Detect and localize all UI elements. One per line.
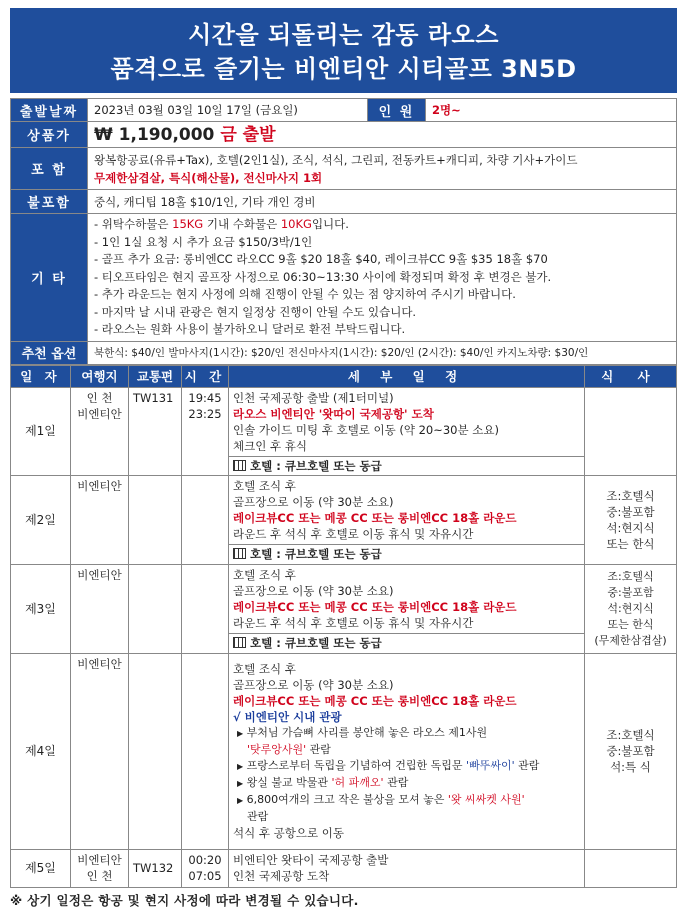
detail-cell: 호텔 조식 후 골프장으로 이동 (약 30분 소요) 레이크뷰CC 또는 메콩 CC 또는 롱비엔CC 18홀 라운드 라운드 후 석식 후 호텔로 이동 휴식 및 자유시간 호텔 : 큐브호텔 또는 동급 xyxy=(229,564,585,653)
detail-cell: 인천 국제공항 출발 (제1터미널) 라오스 비엔티안 '왓따이 국제공항' 도착 인솔 가이드 미팅 후 호텔로 이동 (약 20~30분 소요) 체크인 후 휴식 호텔 : 큐브호텔 또는 동급 xyxy=(229,387,585,475)
transport-cell xyxy=(129,564,182,653)
etc-label: 기 타 xyxy=(11,214,88,342)
etc-note: - 1인 1실 요청 시 추가 요금 $150/3박/1인 xyxy=(94,234,313,249)
table-row xyxy=(11,475,677,564)
option-label: 추천 옵션 xyxy=(11,341,88,364)
transport-cell: TW131 xyxy=(129,387,182,475)
detail-cell: 호텔 조식 후 골프장으로 이동 (약 30분 소요) 레이크뷰CC 또는 메콩 CC 또는 롱비엔CC 18홀 라운드 √ 비엔티안 시내 관광 ▶ 부처님 가슴뼈 사리를 봉안해 놓은 라오스 제1사원 '탓루앙사원' 관람 ▶ 프랑스로부터 독립을 기념하여 건립한 독립문 '빠뚜싸이' 관람 ▶ 왕실 불교 박물관 '허 파깨오' 관람 ▶ 6,800여개의 크고 작은 불상을 모셔 놓은 '왓 씨싸켓 사원' 관람 석식 후 공항으로 이동 xyxy=(229,653,585,849)
tour-title: √ 비엔티안 시내 관광 xyxy=(233,710,342,724)
transport-cell xyxy=(129,653,182,849)
include-cell xyxy=(88,148,677,190)
table-row xyxy=(11,387,677,475)
hotel-line: 호텔 : 큐브호텔 또는 동급 xyxy=(229,456,584,475)
time-cell: 00:20 07:05 xyxy=(182,849,229,887)
tour-item: ▶ 프랑스로부터 독립을 기념하여 건립한 독립문 '빠뚜싸이' 관람 xyxy=(237,759,540,772)
tour-item: ▶ 왕실 불교 박물관 '허 파깨오' 관람 xyxy=(237,776,409,789)
option-value: 북한식: $40/인 발마사지(1시간): $20/인 전신마사지(1시간): $20/인 (2시간): $40/인 카지노차량: $30/인 xyxy=(88,341,677,364)
place-cell: 비엔티안 인 천 xyxy=(71,849,129,887)
title-line-1: 시간을 되돌리는 감동 라오스 xyxy=(188,21,499,49)
price-label: 상품가 xyxy=(11,122,88,148)
day-cell: 제1일 xyxy=(11,387,71,475)
include-line-1: 왕복항공료(유류+Tax), 호텔(2인1실), 조식, 석식, 그린피, 전동카트+캐디피, 차량 기사+가이드 xyxy=(94,152,578,167)
day-cell: 제3일 xyxy=(11,564,71,653)
etc-note: - 티오프타임은 현지 골프장 사정으로 06:30~13:30 사이에 확정되며 확정 후 변경은 불가. xyxy=(94,269,552,284)
tour-item-cont: 관람 xyxy=(247,810,269,823)
day-cell: 제2일 xyxy=(11,475,71,564)
etc-notes xyxy=(88,214,677,342)
table-row xyxy=(11,849,677,887)
tour-item: ▶ 6,800여개의 크고 작은 불상을 모셔 놓은 '왓 씨싸켓 사원' xyxy=(237,793,525,806)
table-row xyxy=(11,653,677,849)
meal-cell: 조:호텔식 중:불포함 석:특 식 xyxy=(585,653,677,849)
transport-cell xyxy=(129,475,182,564)
exclude-label: 불포함 xyxy=(11,190,88,214)
etc-note: - 라오스는 원화 사용이 불가하오니 달러로 환전 부탁드립니다. xyxy=(94,322,406,336)
etc-note: - 추가 라운드는 현지 사정에 의해 진행이 안될 수 있는 점 양지하여 주시기 바랍니다. xyxy=(94,287,516,301)
people-value: 2명~ xyxy=(426,99,677,122)
title-banner xyxy=(10,8,677,96)
etc-note: - 마지막 날 시내 관광은 현지 일정상 진행이 안될 수도 있습니다. xyxy=(94,304,417,319)
col-time: 시 간 xyxy=(182,365,229,387)
building-icon xyxy=(233,460,246,471)
place-cell: 비엔티안 xyxy=(71,653,129,849)
tour-item-cont: '탓루앙사원' 관람 xyxy=(247,743,331,756)
meal-cell: 조:호텔식 중:불포함 석:현지식 또는 한식 xyxy=(585,475,677,564)
price-value: ₩ 1,190,000 xyxy=(94,124,215,145)
table-row xyxy=(11,564,677,653)
departure-value: 2023년 03월 03일 10일 17일 (금요일) xyxy=(88,99,368,122)
include-line-2: 무제한삼겹살, 특식(해산물), 전신마사지 1회 xyxy=(94,170,323,185)
col-detail: 세 부 일 정 xyxy=(229,365,585,387)
meal-cell xyxy=(585,387,677,475)
time-cell xyxy=(182,653,229,849)
etc-note: - 골프 추가 요금: 롱비엔CC 라오CC 9홀 $20 18홀 $40, 레이크뷰CC 9홀 $35 18홀 $70 xyxy=(94,252,548,266)
hotel-line: 호텔 : 큐브호텔 또는 동급 xyxy=(229,544,584,563)
title-line-2: 품격으로 즐기는 비엔티안 시티골프 3N5D xyxy=(110,55,577,83)
meal-cell: 조:호텔식 중:불포함 석:현지식 또는 한식 (무제한삼겹살) xyxy=(585,564,677,653)
people-label: 인 원 xyxy=(368,99,426,122)
day-cell: 제4일 xyxy=(11,653,71,849)
transport-cell: TW132 xyxy=(129,849,182,887)
place-cell: 비엔티안 xyxy=(71,564,129,653)
detail-cell: 비엔티안 왓타이 국제공항 출발 인천 국제공항 도착 xyxy=(229,849,585,887)
col-day: 일 자 xyxy=(11,365,71,387)
building-icon xyxy=(233,548,246,559)
price-suffix: 금 출발 xyxy=(220,124,276,145)
time-cell xyxy=(182,564,229,653)
col-transport: 교통편 xyxy=(129,365,182,387)
day-cell: 제5일 xyxy=(11,849,71,887)
info-table xyxy=(10,98,677,365)
time-cell: 19:45 23:25 xyxy=(182,387,229,475)
detail-cell: 호텔 조식 후 골프장으로 이동 (약 30분 소요) 레이크뷰CC 또는 메콩 CC 또는 롱비엔CC 18홀 라운드 라운드 후 석식 후 호텔로 이동 휴식 및 자유시간 호텔 : 큐브호텔 또는 동급 xyxy=(229,475,585,564)
price-cell xyxy=(88,122,677,148)
hotel-line: 호텔 : 큐브호텔 또는 동급 xyxy=(229,633,584,652)
include-label: 포 함 xyxy=(11,148,88,190)
exclude-value: 중식, 캐디팁 18홀 $10/1인, 기타 개인 경비 xyxy=(88,190,677,214)
schedule-table xyxy=(10,365,677,888)
place-cell: 인 천 비엔티안 xyxy=(71,387,129,475)
building-icon xyxy=(233,637,246,648)
place-cell: 비엔티안 xyxy=(71,475,129,564)
etc-note: - 위탁수하물은 15KG 기내 수화물은 10KG입니다. xyxy=(94,217,349,231)
col-place: 여행지 xyxy=(71,365,129,387)
time-cell xyxy=(182,475,229,564)
footer-note: ※ 상기 일정은 항공 및 현지 사정에 따라 변경될 수 있습니다. xyxy=(10,892,359,908)
tour-item: ▶ 부처님 가슴뼈 사리를 봉안해 놓은 라오스 제1사원 xyxy=(237,726,488,739)
meal-cell xyxy=(585,849,677,887)
col-meal: 식 사 xyxy=(585,365,677,387)
departure-label: 출발날짜 xyxy=(11,99,88,122)
